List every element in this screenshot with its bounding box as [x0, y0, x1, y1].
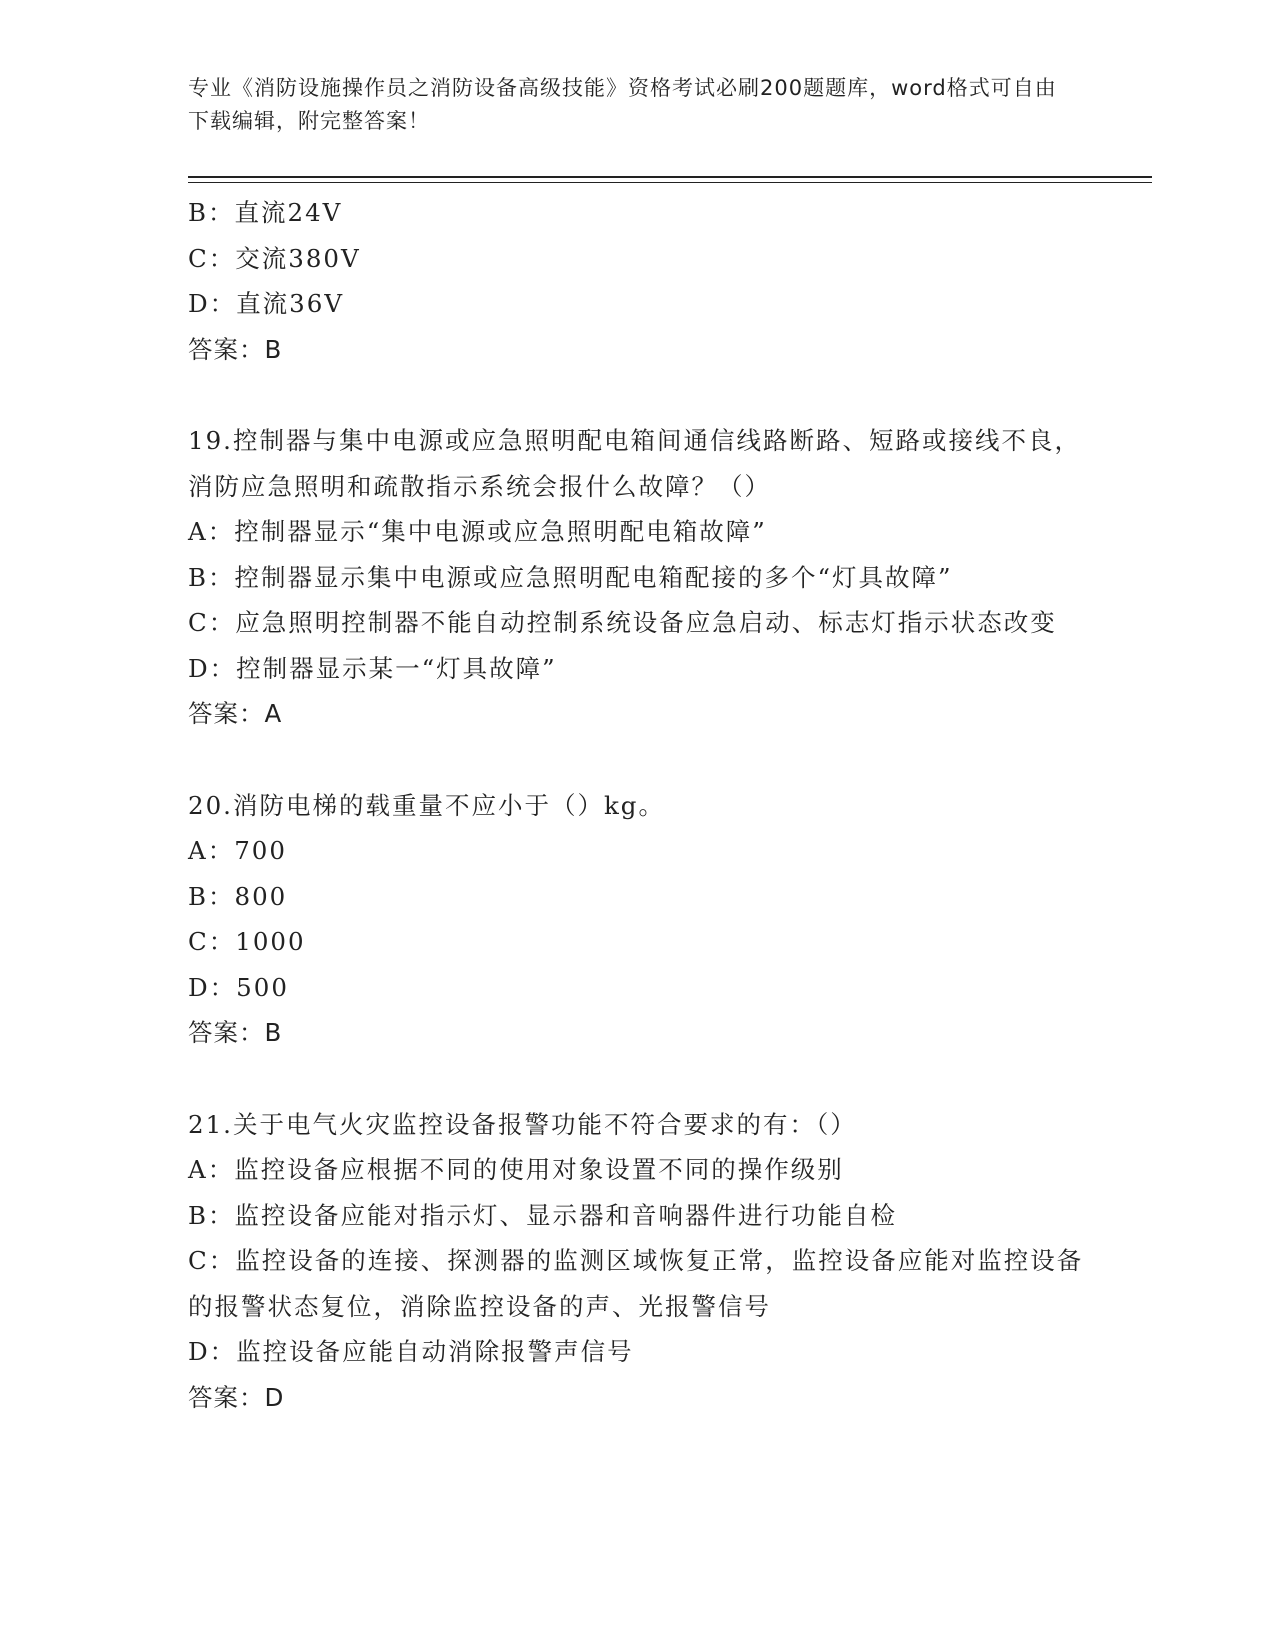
question-block-21	[188, 1102, 1088, 1421]
option-c: C：监控设备的连接、探测器的监测区域恢复正常，监控设备应能对监控设备的报警状态复位，消除监控设备的声、光报警信号	[188, 1246, 1084, 1321]
question-block-19	[188, 418, 1088, 737]
answer-line: 答案：D	[188, 1382, 285, 1412]
header-rule-thin	[188, 182, 1152, 183]
answer-line: 答案：A	[188, 699, 283, 728]
option-c: C：应急照明控制器不能自动控制系统设备应急启动、标志灯指示状态改变	[188, 608, 1057, 637]
question-stem: 21.关于电气火灾监控设备报警功能不符合要求的有：（）	[188, 1109, 857, 1139]
option-c: C：交流380V	[188, 243, 361, 273]
option-d: D：控制器显示某一“灯具故障”	[188, 653, 557, 683]
option-c: C：1000	[188, 927, 306, 956]
question-block-20	[188, 783, 1088, 1056]
option-b: B：监控设备应能对指示灯、显示器和音响器件进行功能自检	[188, 1200, 898, 1230]
option-d: D：监控设备应能自动消除报警声信号	[188, 1337, 634, 1366]
header-rule-thick	[188, 176, 1152, 178]
question-stem: 19.控制器与集中电源或应急照明配电箱间通信线路断路、短路或接线不良，消防应急照明和疏散指示系统会报什么故障？（）	[188, 426, 1081, 501]
option-a: A：700	[188, 836, 287, 865]
answer-line: 答案：B	[188, 1018, 283, 1047]
question-stem: 20.消防电梯的载重量不应小于（）kg。	[188, 790, 665, 820]
option-d: D：直流36V	[188, 289, 345, 318]
document-header	[188, 72, 1068, 138]
option-a: A：监控设备应根据不同的使用对象设置不同的操作级别	[188, 1155, 844, 1184]
spacer	[188, 1056, 1088, 1102]
answer-line: 答案：B	[188, 334, 283, 364]
option-b: B：控制器显示集中电源或应急照明配电箱配接的多个“灯具故障”	[188, 562, 953, 592]
spacer	[188, 737, 1088, 783]
spacer	[188, 372, 1088, 418]
option-b: B：800	[188, 881, 288, 911]
header-text: 专业《消防设施操作员之消防设备高级技能》资格考试必刷200题题库，word格式可自由下载编辑，附完整答案！	[188, 76, 1057, 133]
question-list	[188, 190, 1088, 1420]
question-block-partial	[188, 190, 1088, 372]
option-a: A：控制器显示“集中电源或应急照明配电箱故障”	[188, 517, 767, 546]
option-d: D：500	[188, 972, 289, 1002]
option-b: B：直流24V	[188, 198, 343, 227]
